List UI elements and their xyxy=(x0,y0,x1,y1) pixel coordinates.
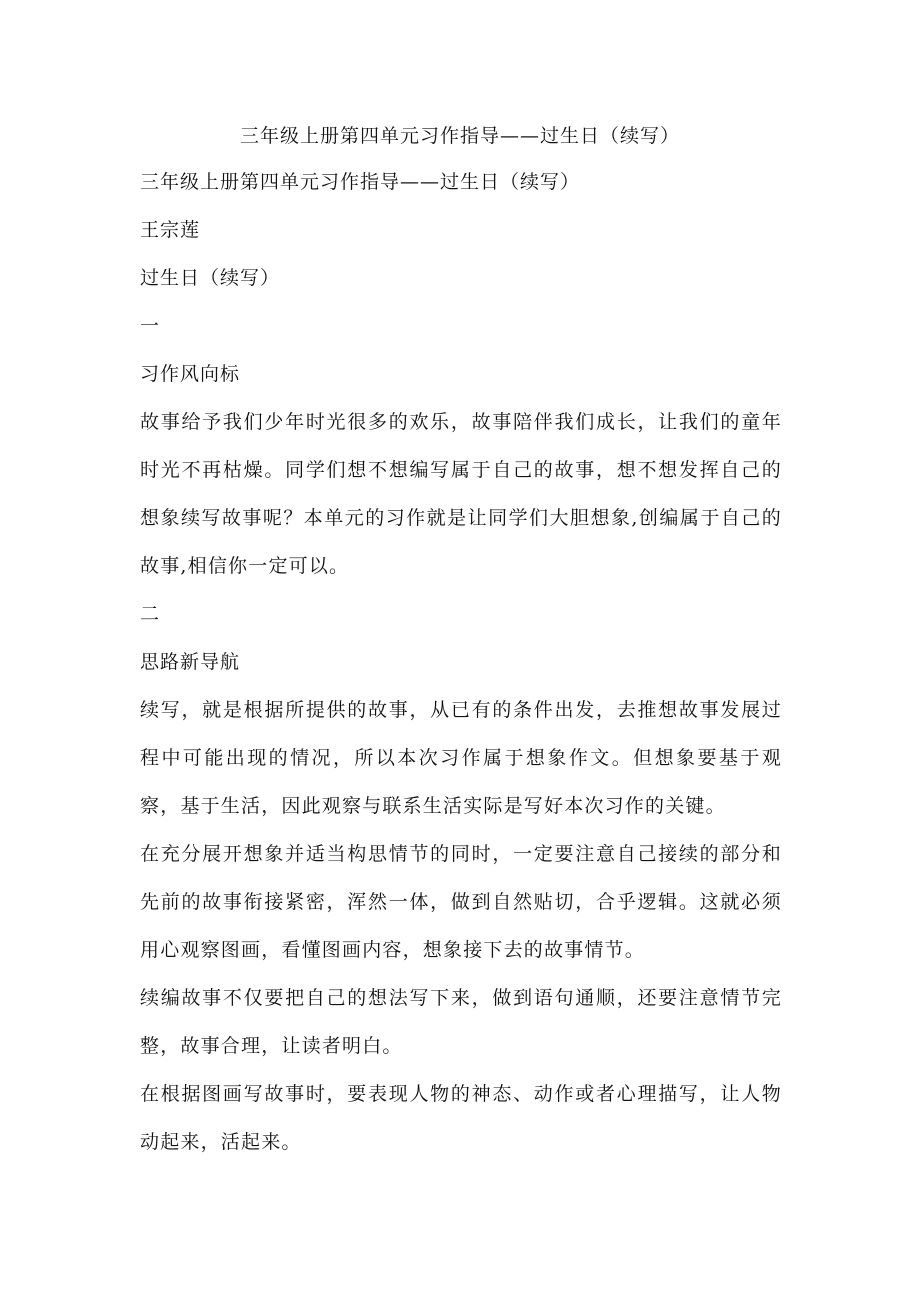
section-1-heading: 习作风向标 xyxy=(140,363,241,385)
section-2-paragraph-3: 续编故事不仅要把自己的想法写下来，做到语句通顺，还要注意情节完整，故事合理，让读者明白。 xyxy=(140,987,782,1057)
section-1-number: 一 xyxy=(140,315,161,337)
section-2-paragraph-1: 续写，就是根据所提供的故事，从已有的条件出发，去推想故事发展过程中可能出现的情况，所以本次习作属于想象作文。但想象要基于观察，基于生活，因此观察与联系生活实际是写好本次习作的关键。 xyxy=(140,699,782,817)
section-2-heading: 思路新导航 xyxy=(140,651,241,673)
topic-title: 过生日（续写） xyxy=(140,267,281,289)
section-2-paragraph-4: 在根据图画写故事时，要表现人物的神态、动作或者心理描写，让人物动起来，活起来。 xyxy=(140,1083,782,1153)
section-1-paragraph: 故事给予我们少年时光很多的欢乐，故事陪伴我们成长，让我们的童年时光不再枯燥。同学们想不想编写属于自己的故事，想不想发挥自己的想象续写故事呢？本单元的习作就是让同学们大胆想象,创编属于自己的故事,相信你一定可以。 xyxy=(140,411,782,577)
author-name: 王宗莲 xyxy=(140,219,201,241)
document-subtitle: 三年级上册第四单元习作指导——过生日（续写） xyxy=(140,171,581,193)
section-2-paragraph-2: 在充分展开想象并适当构思情节的同时，一定要注意自己接续的部分和先前的故事衔接紧密，浑然一体，做到自然贴切，合乎逻辑。这就必须用心观察图画，看懂图画内容，想象接下去的故事情节。 xyxy=(140,843,782,961)
document-body xyxy=(140,168,782,1166)
page-title: 三年级上册第四单元习作指导——过生日（续写） xyxy=(239,125,680,147)
section-2-number: 二 xyxy=(140,603,161,625)
